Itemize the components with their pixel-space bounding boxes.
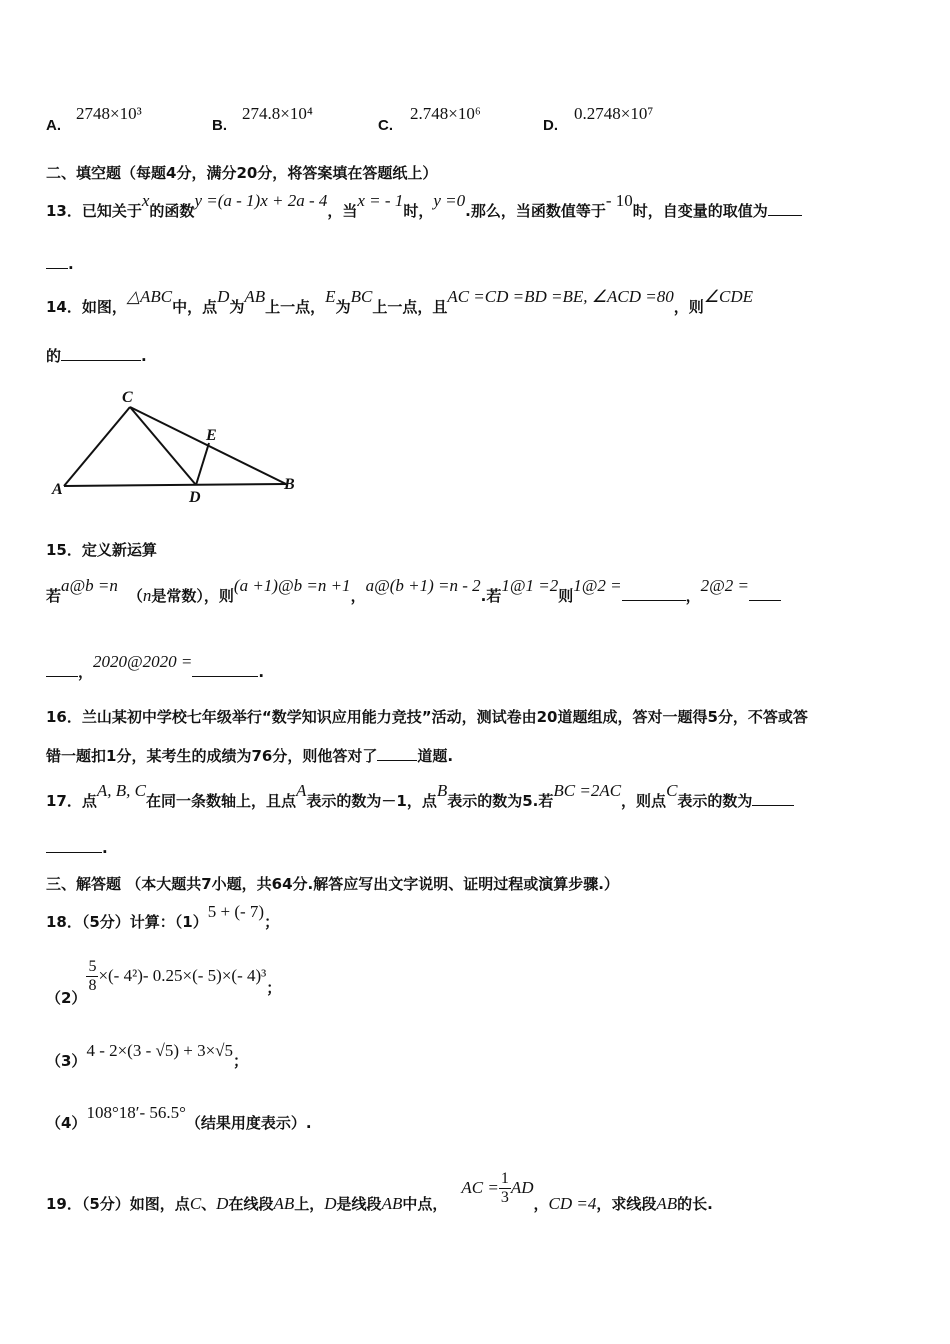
q17-pts: A, B, C [96, 781, 146, 800]
q13-var-x: x [141, 191, 150, 210]
q14-t1: 中，点 [172, 298, 218, 316]
q13-answer-blank [768, 201, 802, 216]
q19-t6: ，求线段 [596, 1195, 657, 1213]
q14-t5: 上一点，且 [372, 298, 448, 316]
q17-end: . [102, 839, 108, 857]
question-18 [46, 902, 280, 932]
q18-p4: （4） [46, 1114, 87, 1132]
fig14-label-a: A [52, 481, 63, 498]
q18-part4 [46, 1103, 312, 1133]
q15-t3: .若 [480, 587, 502, 605]
option-b-value: 274.8×10⁴ [242, 104, 313, 123]
question-15 [46, 576, 781, 606]
q13-t5: 时，自变量的取值为 [632, 202, 768, 220]
q15-def: a@b =n [61, 576, 118, 595]
q14-e: E [325, 287, 336, 306]
q19-t2: 上， [294, 1195, 325, 1213]
section2-title: 二、填空题（每题4分，满分20分，将答案填在答题纸上） [46, 164, 438, 182]
q17-answer-blank-cont [46, 838, 102, 853]
q14-tri: △ABC [126, 287, 173, 306]
q16-line2b: 道题. [417, 747, 454, 765]
q19-frac-num: 1 [500, 1170, 509, 1187]
q18-e4: 108°18′- 56.5° [86, 1103, 186, 1122]
section3-title: 三、解答题 （本大题共7小题，共64分.解答应写出文字说明、证明过程或演算步骤.） [46, 875, 619, 893]
q15-t2: 是常数），则 [151, 587, 234, 605]
q19-c: C [189, 1194, 202, 1213]
q19-ab: AB [273, 1194, 295, 1213]
q15-given: 1@1 =2 [501, 576, 559, 595]
q13-answer-blank-cont [46, 254, 68, 269]
q14-t4: 为 [335, 298, 351, 316]
q15-ze: 则 [558, 587, 574, 605]
q17-t3: 表示的数为5.若 [447, 792, 554, 810]
q19-t5: ， [533, 1195, 549, 1213]
q15-comma2: ， [685, 587, 701, 605]
q17-a: A [296, 781, 307, 800]
q18-semi3: ； [233, 1052, 249, 1070]
q19-t3: 是线段 [336, 1195, 382, 1213]
q15-n: n [142, 586, 152, 605]
q14-ab: AB [244, 287, 266, 306]
q15-ask1: 1@2 = [573, 576, 622, 595]
question-14-line2 [46, 345, 147, 366]
q13-t3: 时， [403, 202, 434, 220]
option-c-value: 2.748×10⁶ [410, 104, 481, 123]
q13-cond2: y =0 [433, 191, 466, 210]
question-15-line2 [46, 652, 265, 682]
q14-num: 14．如图， [46, 298, 127, 316]
q14-bc: BC [350, 287, 373, 306]
option-a-value: 2748×10³ [76, 104, 142, 123]
q17-t5: 表示的数为 [677, 792, 753, 810]
q14-d: D [217, 287, 230, 306]
q14-line2: 的 [46, 347, 62, 365]
fig14-label-c: C [122, 389, 133, 406]
q13-t4: .那么，当函数值等于 [465, 202, 606, 220]
q19-ad: AD [510, 1178, 534, 1197]
option-b-label: B. [212, 117, 227, 134]
q19-ab3: AB [656, 1194, 678, 1213]
q14-t6: ，则 [673, 298, 704, 316]
question-14 [46, 287, 753, 317]
q17-t2: 表示的数为－1，点 [306, 792, 437, 810]
q17-cond: BC =2AC [553, 781, 622, 800]
q13-t1: 的函数 [149, 202, 195, 220]
q13-val: - 10 [605, 191, 633, 210]
q18-frac-den: 8 [88, 977, 97, 994]
q18-e1: 5 + (- 7) [207, 902, 265, 921]
question-16-line2 [46, 745, 453, 766]
q16-line1: 16．兰山某初中学校七年级举行“数学知识应用能力竞技”活动，测试卷由20道题组成，答对一题得5分，不答或答 [46, 708, 808, 726]
q18-t4: （结果用度表示）. [185, 1114, 312, 1132]
q15-comma1: ， [350, 587, 366, 605]
q14-t2: 为 [229, 298, 245, 316]
q19-t7: 的长. [677, 1195, 713, 1213]
q19-ab2: AB [381, 1194, 403, 1213]
q15-title: 15．定义新运算 [46, 541, 157, 559]
q15-rule2: a@(b +1) =n - 2 [365, 576, 481, 595]
q18-e2: ×(- 4²)- 0.25×(- 5)×(- 4)³ [98, 966, 267, 985]
q14-end: . [141, 347, 147, 365]
q13-func: y =(a - 1)x + 2a - 4 [194, 191, 328, 210]
q18-semi2: ； [266, 979, 282, 997]
q17-b: B [436, 781, 448, 800]
q15-end: . [258, 663, 265, 681]
q17-t1: 在同一条数轴上，且点 [145, 792, 296, 810]
question-13-line2 [46, 254, 74, 273]
q15-comma3: ， [78, 663, 94, 681]
q18-fraction [86, 958, 98, 995]
q18-frac-num: 5 [88, 958, 97, 975]
fig14-label-e: E [206, 427, 217, 444]
q18-part2 [46, 958, 282, 1007]
q14-cond: AC =CD =BD =BE, ∠ACD =80 [447, 287, 674, 306]
figure-14-triangle [44, 372, 304, 512]
fig14-label-b: B [284, 476, 295, 493]
q14-t3: 上一点， [265, 298, 326, 316]
option-d-value: 0.2748×10⁷ [574, 104, 654, 123]
q16-answer-blank [377, 746, 417, 761]
q15-blank1 [622, 586, 686, 601]
q15-ask2: 2@2 = [700, 576, 750, 595]
q15-rule1: (a +1)@b =n +1 [233, 576, 351, 595]
q13-cond1: x = - 1 [357, 191, 404, 210]
q17-t4: ，则点 [621, 792, 667, 810]
q17-answer-blank [752, 791, 794, 806]
q15-t1: （ [127, 587, 143, 605]
q15-blank2-cont [46, 662, 78, 677]
q19-t4: 中点， [402, 1195, 448, 1213]
option-d-label: D. [543, 117, 558, 134]
q14-answer-blank [61, 346, 141, 361]
q19-d2: D [324, 1194, 337, 1213]
q13-end: . [68, 255, 74, 273]
q17-num: 17．点 [46, 792, 97, 810]
q18-p3: （3） [46, 1052, 87, 1070]
q18-p2: （2） [46, 989, 87, 1007]
question-19 [46, 1170, 713, 1213]
q19-cd: CD =4 [548, 1194, 597, 1213]
q15-blank2 [749, 586, 781, 601]
question-17 [46, 781, 794, 811]
q19-num: 19．（5分）如图，点 [46, 1195, 190, 1213]
q19-ac: AC = [461, 1178, 499, 1197]
option-a-label: A. [46, 117, 61, 134]
q13-num: 13．已知关于 [46, 202, 142, 220]
q19-fraction [499, 1170, 511, 1207]
question-17-line2 [46, 838, 108, 857]
q16-line2a: 错一题扣1分，某考生的成绩为76分，则他答对了 [46, 747, 378, 765]
fig14-label-d: D [189, 489, 201, 506]
q15-ask3: 2020@2020 = [93, 652, 193, 671]
q19-t1: 在线段 [228, 1195, 274, 1213]
q14-ask: ∠CDE [703, 287, 753, 306]
q15-ruo: 若 [46, 587, 62, 605]
option-c-label: C. [378, 117, 393, 134]
q13-t2: ，当 [327, 202, 358, 220]
q19-sep: 、 [201, 1195, 217, 1213]
q19-d: D [216, 1194, 229, 1213]
q18-e3: 4 - 2×(3 - √5) + 3×√5 [86, 1041, 234, 1060]
q18-part3 [46, 1041, 249, 1071]
q19-frac-den: 3 [500, 1189, 509, 1206]
q15-blank3 [192, 662, 258, 677]
q17-c: C [666, 781, 678, 800]
q18-head: 18．（5分）计算：（1） [46, 913, 208, 931]
q18-semi1: ； [264, 913, 280, 931]
question-13 [46, 191, 802, 221]
